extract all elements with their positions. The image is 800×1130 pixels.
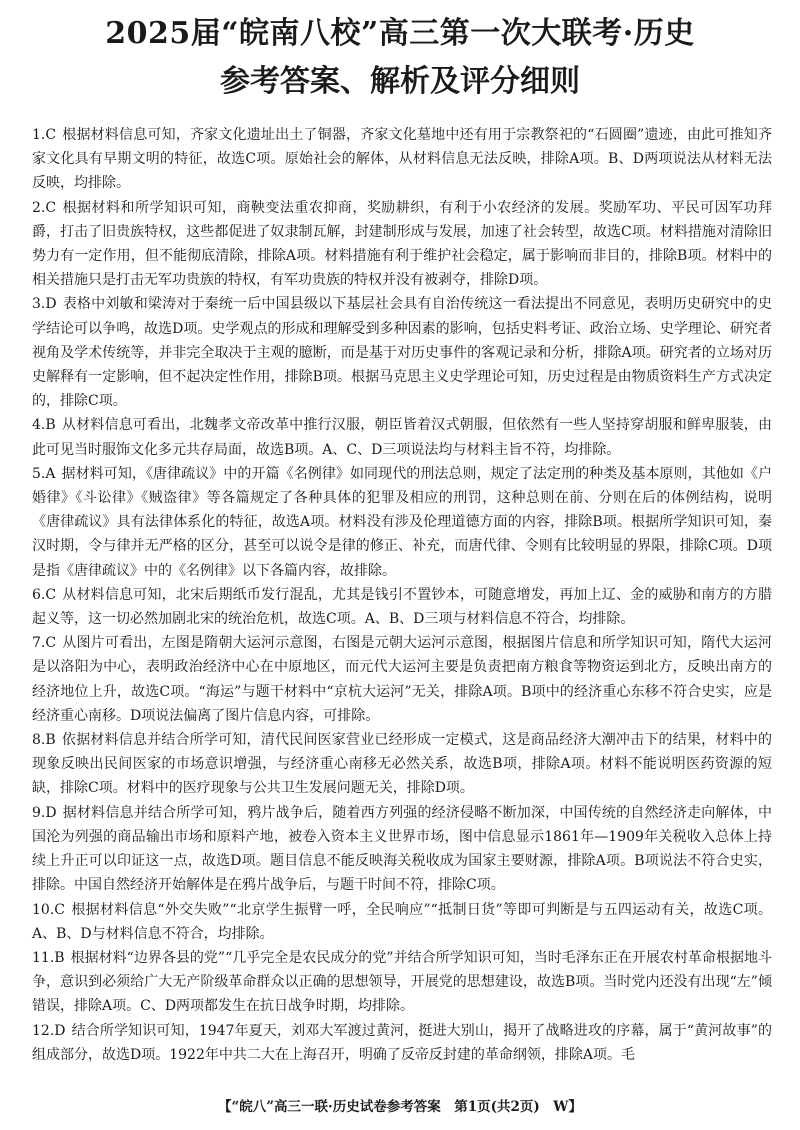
answer-number: 6.C (32, 586, 57, 603)
answer-number: 1.C (32, 127, 57, 143)
page-subtitle: 参考答案、解析及评分细则 (220, 64, 580, 99)
answer-number: 8.B (32, 732, 56, 749)
answer-item-6 (32, 583, 772, 631)
answer-item-11 (32, 946, 772, 1019)
answer-explanation: 表格中刘敏和梁涛对于秦统一后中国县级以下基层社会具有自治传统这一看法提出不同意见，表明历史研究中的史学结论可以争鸣，故选D项。史学观点的形成和理解受到多种因素的影响，包括史料考证、政治立场、史学理论、研究者视角及学术传统等，并非完全取决于主观的臆断，而是基于对历史事件的客观记录和分析，排除A项。研究者的立场对历史解释有一定影响，但不起决定性作用，排除B项。根据马克思主义史学理论可知，历史过程是由物质资料生产方式决定的，排除C项。 (32, 296, 772, 410)
answer-number: 11.B (32, 949, 65, 966)
answer-number: 9.D (32, 804, 57, 821)
answer-explanation: 根据材料信息“外交失败”“北京学生振臂一呼，全民响应”“抵制日货”等即可判断是与五四运动有关，故选C项。A、B、D与材料信息不符合，均排除。 (32, 901, 772, 942)
answer-explanation: 据材料可知，《唐律疏议》中的开篇《名例律》如同现代的刑法总则，规定了法定刑的种类及基本原则，其他如《户婚律》《斗讼律》《贼盗律》等各篇规定了各种具体的犯罪及相应的刑罚，这种总则在前、分则在后的体例结构，说明《唐律疏议》具有法律体系化的特征，故选A项。材料没有涉及伦理道德方面的内容，排除B项。根据所学知识可知，秦汉时期，令与律并无严格的区分，甚至可以说令是律的修正、补充，而唐代律、令则有比较明显的界限，排除C项。D项是指《唐律疏议》中的《名例律》以下各篇内容，故排除。 (32, 465, 772, 579)
answer-item-3 (32, 292, 772, 413)
answer-item-12 (32, 1019, 772, 1067)
answer-explanation: 根据材料“边界各县的党”“几乎完全是农民成分的党”并结合所学知识可知，当时毛泽东正在开展农村革命根据地斗争，意识到必须给广大无产阶级革命群众以正确的思想领导，开展党的思想建设，故选B项。当时党内还没有出现“左”倾错误，排除A项。C、D两项都发生在抗日战争时期，均排除。 (32, 949, 772, 1015)
answer-number: 7.C (32, 635, 57, 652)
answer-number: 12.D (32, 1022, 66, 1039)
answer-explanation: 从材料信息可知，北宋后期纸币发行混乱，尤其是钱引不置钞本，可随意增发，再加上辽、金的威胁和南方的方腊起义等，这一切必然加剧北宋的统治危机，故选C项。A、B、D三项与材料信息不符合，均排除。 (32, 586, 772, 628)
answer-explanation: 从图片可看出，左图是隋朝大运河示意图，右图是元朝大运河示意图，根据图片信息和所学知识可知，隋代大运河是以洛阳为中心，表明政治经济中心在中原地区，而元代大运河主要是负责把南方粮食等物资运到北方，反映出南方的经济地位上升，故选C项。“海运”与题干材料中“京杭大运河”无关，排除A项。B项中的经济重心东移不符合史实，应是经济重心南移。D项说法偏离了图片信息内容，可排除。 (32, 635, 772, 724)
answer-number: 3.D (32, 296, 57, 313)
answer-item-8 (32, 728, 772, 801)
answer-number: 4.B (32, 417, 56, 434)
answer-explanation: 根据材料信息可知，齐家文化遗址出土了铜器，齐家文化墓地中还有用于宗教祭祀的“石圆圈”遗迹，由此可推知齐家文化具有早期文明的特征，故选C项。原始社会的解体，从材料信息无法反映，排除A项。B、D两项说法从材料无法反映，均排除。 (32, 127, 772, 192)
answer-item-5 (32, 462, 772, 583)
answer-number: 5.A (32, 465, 56, 482)
answer-explanation: 结合所学知识可知，1947年夏天，刘邓大军渡过黄河，挺进大别山，揭开了战略进攻的序幕，属于“黄河故事”的组成部分，故选D项。1922年中共二大在上海召开，明确了反帝反封建的革命纲领，排除A项。毛 (32, 1022, 772, 1063)
answer-explanation: 从材料信息可看出，北魏孝文帝改革中推行汉服，朝臣皆着汉式朝服，但依然有一些人坚持穿胡服和鲜卑服装，由此可见当时服饰文化多元共存局面，故选B项。A、C、D三项说法均与材料主旨不符，均排除。 (32, 417, 772, 458)
page-title: 2025届“皖南八校”高三第一次大联考·历史 (105, 16, 695, 51)
answer-item-2 (32, 196, 772, 293)
answer-explanation: 根据材料和所学知识可知，商鞅变法重农抑商，奖励耕织，有利于小农经济的发展。奖励军功、平民可因军功拜爵，打击了旧贵族特权，这些都促进了奴隶制瓦解，封建制形成与发展，加速了社会转型，故选C项。材料措施对清除旧势力有一定作用，但不能彻底清除，排除A项。材料措施有利于维护社会稳定，属于影响而非目的，排除B项。材料中的相关措施只是打击无军功贵族的特权，有军功贵族的特权并没有被剥夺，排除D项。 (32, 199, 772, 289)
answer-list (32, 123, 772, 1067)
answer-explanation: 依据材料信息并结合所学可知，清代民间医家营业已经形成一定模式，这是商品经济大潮冲击下的结果，材料中的现象反映出民间医家的市场意识增强，与经济重心南移无必然关系，故选B项，排除A项。材料不能说明医药资源的短缺，排除C项。材料中的医疗现象与公共卫生发展问题无关，排除D项。 (32, 732, 772, 797)
answer-item-1 (32, 123, 772, 196)
answer-number: 10.C (32, 901, 65, 918)
answer-number: 2.C (32, 199, 57, 216)
answer-explanation: 据材料信息并结合所学可知，鸦片战争后，随着西方列强的经济侵略不断加深，中国传统的自然经济走向解体，中国沦为列强的商品输出市场和原料产地，被卷入资本主义世界市场，图中信息显示1861年—1909年关税收入总体上持续上升正可以印证这一点，故选D项。题目信息不能反映海关税收成为国家主要财源，排除A项。B项说法不符合史实，排除。中国自然经济开始解体是在鸦片战争后，与题干时间不符，排除C项。 (32, 804, 772, 894)
answer-item-4 (32, 413, 772, 461)
answer-item-9 (32, 801, 772, 898)
page-footer: 【“皖八”高三一联·历史试卷参考答案 第1页(共2页) W】 (218, 1099, 582, 1115)
answer-item-7 (32, 631, 772, 728)
answer-item-10 (32, 898, 772, 946)
